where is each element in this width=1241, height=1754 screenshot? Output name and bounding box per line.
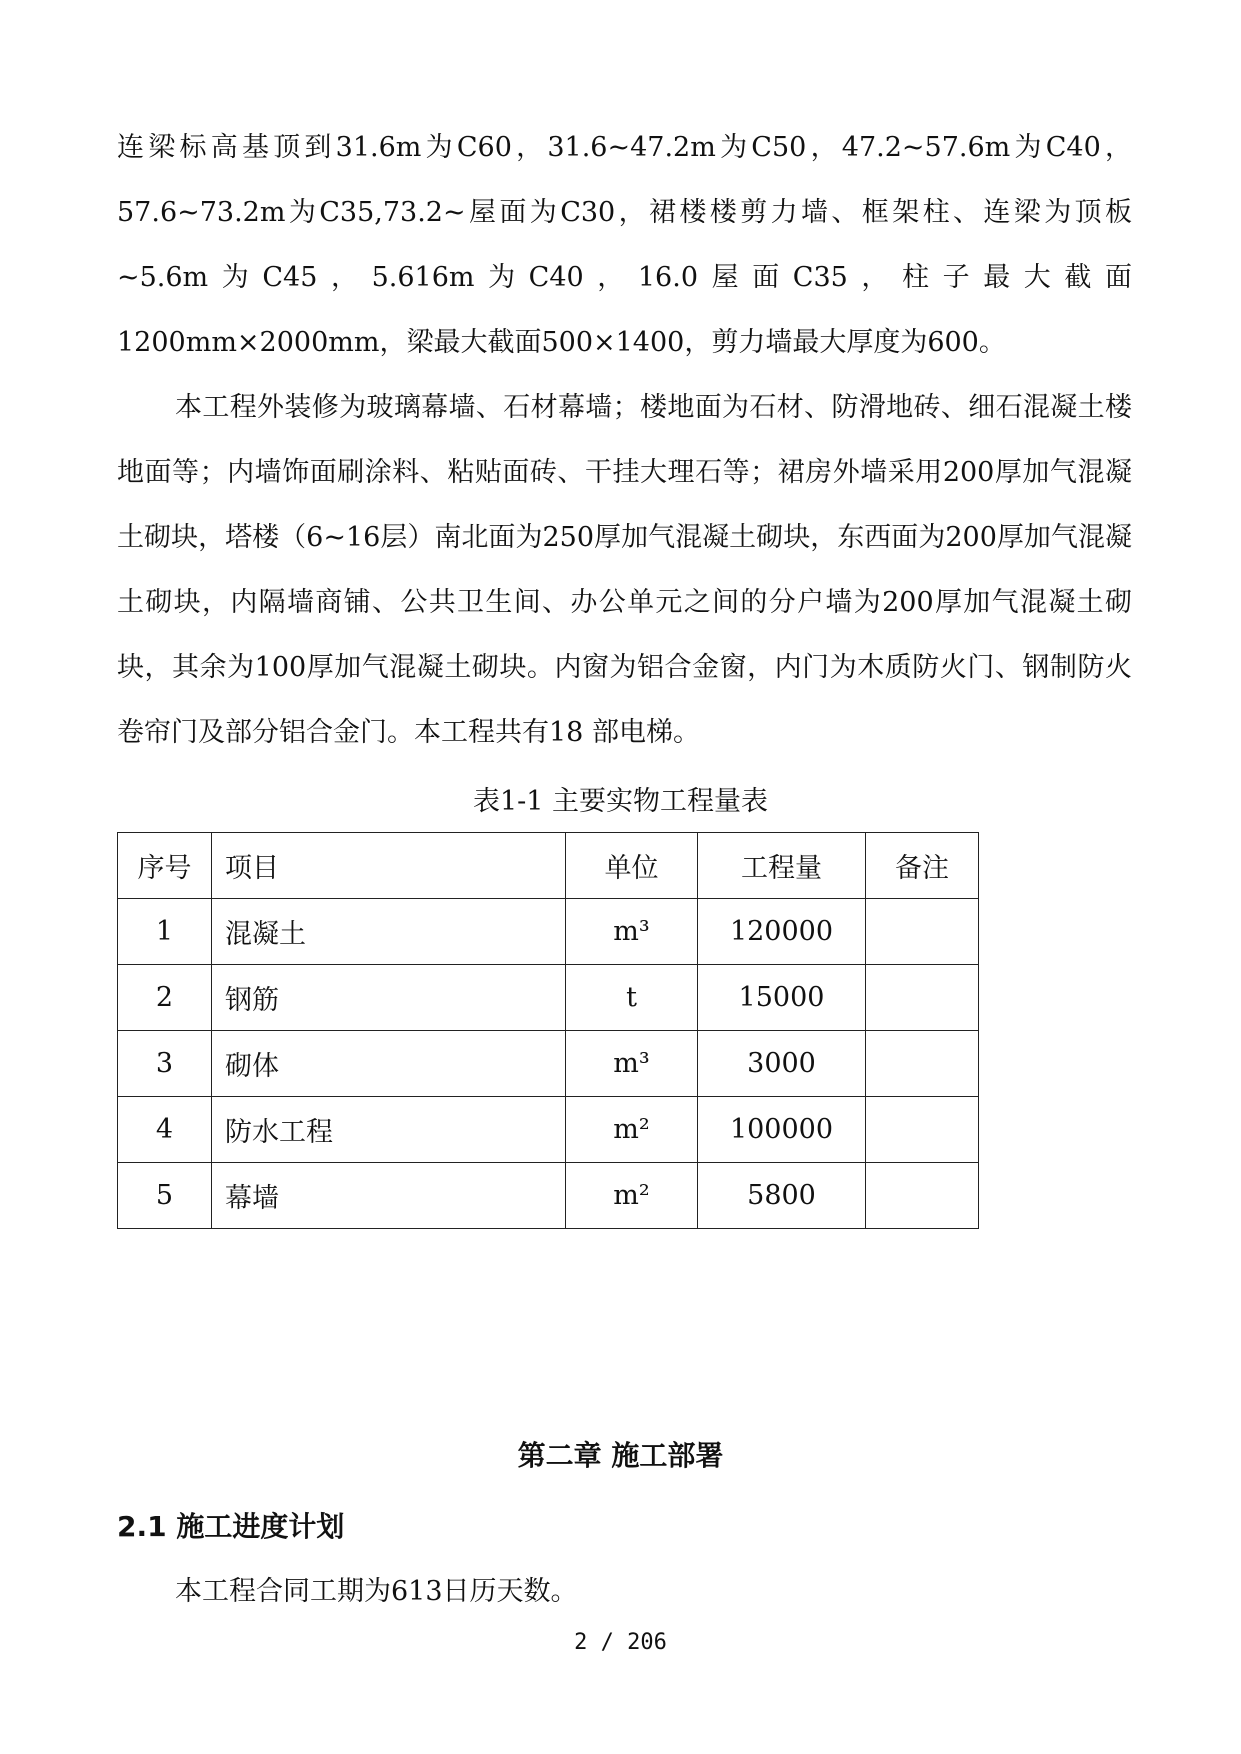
cell-note bbox=[866, 1097, 979, 1163]
table-header-row bbox=[118, 833, 979, 899]
cell-quantity: 100000 bbox=[698, 1097, 866, 1163]
header-item: 项目 bbox=[212, 833, 566, 899]
cell-item: 砌体 bbox=[212, 1031, 566, 1097]
table-row bbox=[118, 1097, 979, 1163]
table-row bbox=[118, 899, 979, 965]
cell-unit: m³ bbox=[566, 899, 698, 965]
page-number: 2 / 206 bbox=[574, 1630, 667, 1655]
cell-note bbox=[866, 1163, 979, 1229]
cell-no: 5 bbox=[118, 1163, 212, 1229]
cell-item: 幕墙 bbox=[212, 1163, 566, 1229]
cell-quantity: 3000 bbox=[698, 1031, 866, 1097]
cell-note bbox=[866, 1031, 979, 1097]
table-row bbox=[118, 1163, 979, 1229]
cell-unit: m² bbox=[566, 1097, 698, 1163]
cell-no: 1 bbox=[118, 899, 212, 965]
cell-unit: t bbox=[566, 965, 698, 1031]
paragraph-schedule: 本工程合同工期为613日历天数。 bbox=[175, 1576, 578, 1607]
table-caption: 表1-1 主要实物工程量表 bbox=[472, 786, 769, 817]
cell-item: 混凝土 bbox=[212, 899, 566, 965]
cell-unit: m² bbox=[566, 1163, 698, 1229]
table-row bbox=[118, 965, 979, 1031]
paragraph-finishes: 本工程外装修为玻璃幕墙、石材幕墙；楼地面为石材、防滑地砖、细石混凝土楼地面等；内墙饰面刷涂料、粘贴面砖、干挂大理石等；裙房外墙采用200厚加气混凝土砌块，塔楼（6~16层）南北面为250厚加气混凝土砌块，东西面为200厚加气混凝土砌块，内隔墙商铺、公共卫生间、办公单元之间的分户墙为200厚加气混凝土砌块，其余为100厚加气混凝土砌块。内窗为铝合金窗，内门为木质防火门、钢制防火卷帘门及部分铝合金门。本工程共有18 部电梯。 bbox=[117, 392, 1132, 748]
cell-quantity: 120000 bbox=[698, 899, 866, 965]
header-quantity: 工程量 bbox=[698, 833, 866, 899]
cell-no: 2 bbox=[118, 965, 212, 1031]
cell-no: 4 bbox=[118, 1097, 212, 1163]
cell-quantity: 5800 bbox=[698, 1163, 866, 1229]
section-title: 2.1 施工进度计划 bbox=[117, 1510, 345, 1543]
header-no: 序号 bbox=[118, 833, 212, 899]
cell-unit: m³ bbox=[566, 1031, 698, 1097]
table-row bbox=[118, 1031, 979, 1097]
header-note: 备注 bbox=[866, 833, 979, 899]
cell-item: 防水工程 bbox=[212, 1097, 566, 1163]
header-unit: 单位 bbox=[566, 833, 698, 899]
cell-quantity: 15000 bbox=[698, 965, 866, 1031]
cell-note bbox=[866, 899, 979, 965]
paragraph-structure: 连梁标高基顶到31.6m为C60，31.6~47.2m为C50，47.2~57.6m为C40，57.6~73.2m为C35,73.2~屋面为C30，裙楼楼剪力墙、框架柱、连梁为顶板~5.6m为C45，5.616m为C40，16.0屋面C35，柱子最大截面1200mm×2000mm，梁最大截面500×1400，剪力墙最大厚度为600。 bbox=[117, 132, 1132, 358]
cell-note bbox=[866, 965, 979, 1031]
cell-item: 钢筋 bbox=[212, 965, 566, 1031]
quantity-table bbox=[117, 832, 979, 1229]
chapter-title: 第二章 施工部署 bbox=[517, 1439, 724, 1472]
cell-no: 3 bbox=[118, 1031, 212, 1097]
